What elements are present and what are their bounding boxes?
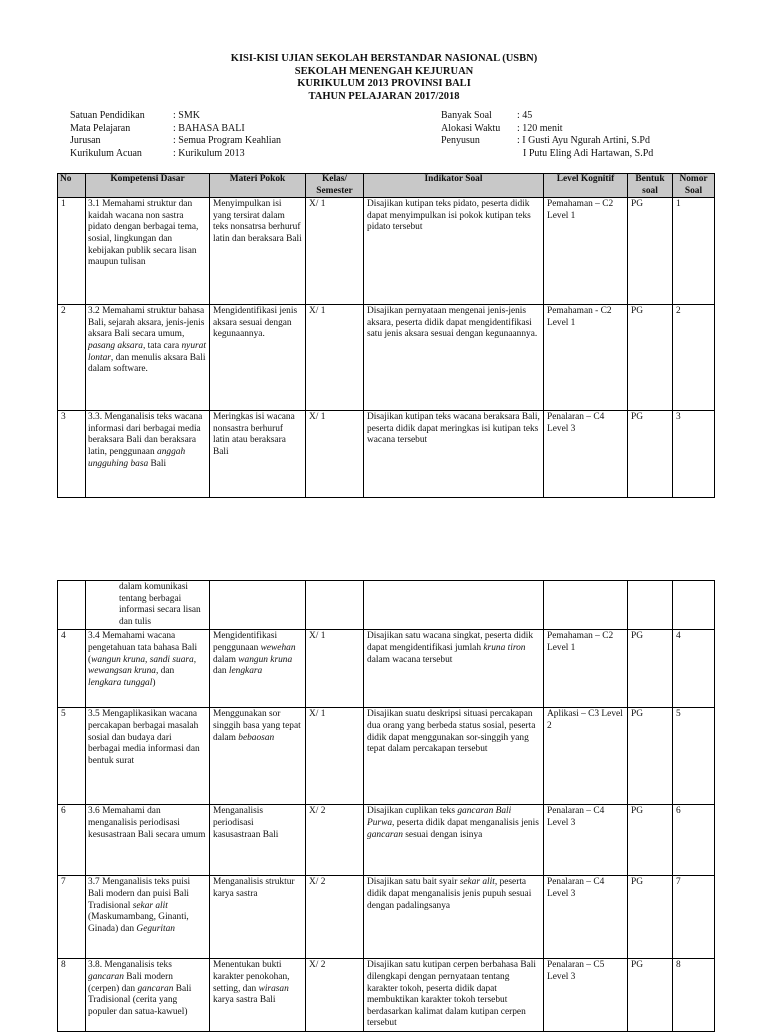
kisi-kisi-table-part-2 xyxy=(57,580,715,1032)
header-bentuk-soal: Bentuk soal xyxy=(628,174,673,198)
kisi-kisi-table-part-1 xyxy=(57,173,715,498)
text-run: (Maskumambang, Ginanti, Ginada) dan xyxy=(88,912,189,934)
cell-level-kognitif: Penalaran – C4 Level 3 xyxy=(544,805,628,876)
meta-label: Mata Pelajaran xyxy=(70,122,131,134)
italic-term: lengkara tunggal xyxy=(88,677,153,688)
cell-kelas-semester: X/ 1 xyxy=(306,708,364,805)
table-row xyxy=(58,708,715,805)
italic-term: bebaosan xyxy=(238,732,275,743)
text-run: Menyimpulkan isi yang tersirat dalam teks nonsatrsa berhuruf latin dan beraksara Bali xyxy=(213,199,302,244)
title-line: KISI-KISI UJIAN SEKOLAH BERSTANDAR NASIONAL (USBN) xyxy=(230,53,538,64)
cell-bentuk-soal: PG xyxy=(628,876,673,959)
cell-bentuk-soal: PG xyxy=(628,959,673,1032)
text-run: Disajikan satu bait syair xyxy=(367,877,460,888)
italic-term: wangun kruna xyxy=(238,654,293,665)
text-run: 3.2 Memahami struktur bahasa Bali, sejarah aksara, jenis-jenis aksara Bali secara umum, xyxy=(88,306,205,340)
table-row xyxy=(58,959,715,1032)
cell-bentuk-soal: PG xyxy=(628,198,673,305)
meta-label: Kurikulum Acuan xyxy=(70,147,142,159)
cell-nomor-soal: 6 xyxy=(673,805,715,876)
cell-kelas-semester: X/ 2 xyxy=(306,959,364,1032)
text-run: dan xyxy=(213,666,229,677)
cell-no: 8 xyxy=(58,959,86,1032)
table-row xyxy=(58,805,715,876)
table-row xyxy=(58,305,715,411)
text-run: , peserta didik dapat menganalisis jenis pupuh sesuai dengan padalingsanya xyxy=(367,877,532,911)
text-run: , peserta didik dapat menganalisis jenis xyxy=(392,817,539,828)
table-row xyxy=(58,198,715,305)
text-run: 3.7 Menganalisis teks puisi Bali modern dan puisi Bali Tradisional xyxy=(88,877,191,911)
italic-term: wewehan xyxy=(260,642,296,653)
cell-indikator-soal xyxy=(364,959,544,1032)
text-run: Mengidentifikasi penggunaan xyxy=(213,631,278,653)
cell-bentuk-soal: PG xyxy=(628,305,673,411)
meta-left xyxy=(70,110,281,160)
text-run: , dan menulis aksara Bali dalam software. xyxy=(88,352,206,375)
italic-term: kruna tiron xyxy=(483,642,526,653)
cell-nomor-soal: 3 xyxy=(673,411,715,498)
cell-indikator-soal xyxy=(364,305,544,411)
text-run: ) xyxy=(152,677,156,688)
cell-indikator-soal xyxy=(364,411,544,498)
text-run: Bali xyxy=(148,458,167,469)
cell-indikator-soal xyxy=(364,198,544,305)
header-indikator-soal: Indikator Soal xyxy=(364,174,544,198)
cell-kelas-semester: X/ 1 xyxy=(306,630,364,708)
cell-materi-pokok xyxy=(210,708,306,805)
text-run: 3.3. Menganalisis teks wacana informasi dari berbagai media beraksara Bali dan beraksara latin, penggunaan xyxy=(88,412,203,457)
cell-indikator-soal xyxy=(364,876,544,959)
header-nomor-soal: Nomor Soal xyxy=(673,174,715,198)
cell-bentuk-soal: PG xyxy=(628,411,673,498)
table-row-continuation xyxy=(58,581,715,630)
cell-no: 3 xyxy=(58,411,86,498)
cell-nomor-soal: 4 xyxy=(673,630,715,708)
italic-term: lengkara xyxy=(228,666,263,677)
italic-term: wangun kruna, sandi suara, wewangsan kruna xyxy=(88,654,197,677)
cell-kelas-semester: X/ 1 xyxy=(306,198,364,305)
cell-bentuk-soal: PG xyxy=(628,805,673,876)
meta-value: I Putu Eling Adi Hartawan, S.Pd xyxy=(523,147,654,159)
table-row xyxy=(58,411,715,498)
cell-indikator-soal xyxy=(364,708,544,805)
text-run: Mengidentifikasi jenis aksara sesuai dengan kegunaannya. xyxy=(213,306,298,340)
meta-label: Alokasi Waktu xyxy=(441,122,501,134)
text-run: Menentukan bukti karakter penokohan, setting, dan xyxy=(213,960,290,994)
cell-level-kognitif: Penalaran – C5 Level 3 xyxy=(544,959,628,1032)
table-header-row xyxy=(58,174,715,198)
cell-materi-pokok xyxy=(210,305,306,411)
cell-no: 6 xyxy=(58,805,86,876)
header-kelas-semester: Kelas/ Semester xyxy=(306,174,364,198)
text-run: Bali Tradisional (cerita yang populer dan satua-kawuel) xyxy=(88,983,192,1017)
text-run: 3.5 Mengaplikasikan wacana percakapan berbagai masalah sosial dan budaya dari berbagai media informasi dan bentuk surat xyxy=(88,709,200,766)
cell-nomor-soal: 8 xyxy=(673,959,715,1032)
meta-value: : SMK xyxy=(173,110,200,121)
italic-term: Geguritan xyxy=(136,923,175,934)
meta-value: : Semua Program Keahlian xyxy=(173,135,282,146)
text-run: 3.4 Memahami wacana pengetahuan tata bahasa Bali ( xyxy=(88,631,198,665)
italic-term: sekar alit xyxy=(132,900,168,911)
text-run: Menganalisis periodisasi kasusastraan Bali xyxy=(213,806,279,840)
text-run: 3.8. Menganalisis teks xyxy=(88,960,172,971)
meta-value: : 45 xyxy=(517,110,533,121)
italic-term: gancaran xyxy=(88,971,124,982)
header-no: No xyxy=(58,174,86,198)
cell-materi-pokok xyxy=(210,411,306,498)
text-run: Disajikan pernyataan mengenai jenis-jenis aksara, peserta didik dapat mengidentifikasi satu jenis aksara sesuai dengan kegunaannya. xyxy=(367,306,538,340)
text-run: , tata cara xyxy=(142,340,182,351)
meta-value: : 120 menit xyxy=(517,122,563,134)
cell-indikator-soal xyxy=(364,805,544,876)
text-run: Disajikan satu wacana singkat, peserta didik dapat mengidentifikasi jumlah xyxy=(367,631,534,653)
text-run: , dan xyxy=(155,666,175,677)
title-line: KURIKULUM 2013 PROVINSI BALI xyxy=(297,78,471,90)
cell-kompetensi-dasar xyxy=(86,305,210,411)
text-run: Menggunakan sor singgih basa yang tepat dalam xyxy=(213,709,301,743)
text-run: Bali modern (cerpen) dan xyxy=(88,971,173,994)
meta-value: : Kurikulum 2013 xyxy=(173,147,245,159)
text-run: Disajikan kutipan teks wacana beraksara Bali, peserta didik dapat meringkas isi kutipan teks wacana tersebut xyxy=(367,412,540,446)
cell-level-kognitif: Pemahaman - C2 Level 1 xyxy=(544,305,628,411)
cell-materi-pokok xyxy=(210,805,306,876)
text-run: Disajikan cuplikan teks xyxy=(367,806,458,817)
cell-nomor-soal: 2 xyxy=(673,305,715,411)
cell-kompetensi-dasar xyxy=(86,411,210,498)
cell-bentuk-soal: PG xyxy=(628,630,673,708)
italic-term: nyurat lontar xyxy=(88,340,206,363)
cell-level-kognitif: Aplikasi – C3 Level 2 xyxy=(544,708,628,805)
cell-kelas-semester: X/ 1 xyxy=(306,411,364,498)
cell-kelas-semester: X/ 2 xyxy=(306,805,364,876)
title-line: SEKOLAH MENENGAH KEJURUAN xyxy=(294,65,474,77)
cell-level-kognitif: Penalaran – C4 Level 3 xyxy=(544,411,628,498)
text-run: 3.6 Memahami dan menganalisis periodisasi kesusastraan Bali secara umum xyxy=(88,806,206,840)
text-run: Disajikan kutipan teks pidato, peserta didik dapat menyimpulkan isi pokok kutipan teks pidato tersebut xyxy=(367,199,531,233)
cell-no: 7 xyxy=(58,876,86,959)
meta-right xyxy=(441,110,653,160)
cell-no: 2 xyxy=(58,305,86,411)
meta-value: : I Gusti Ayu Ngurah Artini, S.Pd xyxy=(517,135,650,146)
text-run: Meringkas isi wacana nonsastra berhuruf latin atau beraksara Bali xyxy=(213,412,295,457)
text-run: Menganalisis struktur karya sastra xyxy=(213,877,295,899)
text-run: Disajikan satu kutipan cerpen berbahasa Bali dilengkapi dengan pernyataan tentang karakter tokoh, peserta didik dapat membuktikan karakter tokoh tersebut berdasarkan kalimat dalam kutipan cerpen tersebut xyxy=(367,960,536,1029)
cell-kompetensi-dasar xyxy=(86,630,210,708)
cell-materi-pokok xyxy=(210,876,306,959)
italic-term: sekar alit xyxy=(459,877,495,888)
cell-kompetensi-dasar xyxy=(86,805,210,876)
meta-label: Jurusan xyxy=(70,135,101,146)
cell-materi-pokok xyxy=(210,198,306,305)
text-run: sesuai dengan isinya xyxy=(402,829,483,840)
cell-no: 1 xyxy=(58,198,86,305)
cell-kelas-semester: X/ 1 xyxy=(306,305,364,411)
cell-level-kognitif: Penalaran – C4 Level 3 xyxy=(544,876,628,959)
table-row xyxy=(58,630,715,708)
italic-term: gancaran Bali Purwa xyxy=(367,806,512,828)
cell-nomor-soal: 5 xyxy=(673,708,715,805)
cell-indikator-soal xyxy=(364,630,544,708)
meta-value: : BAHASA BALI xyxy=(173,122,245,134)
cell-kompetensi-dasar xyxy=(86,708,210,805)
cell-nomor-soal: 7 xyxy=(673,876,715,959)
meta-label: Banyak Soal xyxy=(441,110,492,121)
cell-level-kognitif: Pemahaman – C2 Level 1 xyxy=(544,630,628,708)
cell-level-kognitif: Pemahaman – C2 Level 1 xyxy=(544,198,628,305)
meta-label: Satuan Pendidikan xyxy=(70,110,145,121)
text-run: dalam xyxy=(213,654,239,665)
italic-term: wirasan xyxy=(258,983,289,994)
cell-kompetensi-dasar xyxy=(86,198,210,305)
meta-label: Penyusun xyxy=(441,135,480,146)
italic-term: anggah ungguhing basa xyxy=(88,446,186,469)
italic-term: gancaran xyxy=(137,983,174,994)
cell-no: 5 xyxy=(58,708,86,805)
text-run: Disajikan suatu deskripsi situasi percakapan dua orang yang berbeda status sosial, peserta didik dapat menggunakan sor-singgih yang tepat dalam percakapan tersebut xyxy=(367,709,536,755)
text-run: karya sastra Bali xyxy=(213,995,276,1006)
cell-nomor-soal: 1 xyxy=(673,198,715,305)
header-level-kognitif: Level Kognitif xyxy=(544,174,628,198)
text-run: dalam wacana tersebut xyxy=(367,654,453,665)
cell-materi-pokok xyxy=(210,959,306,1032)
header-kompetensi-dasar: Kompetensi Dasar xyxy=(86,174,210,198)
title-line: TAHUN PELAJARAN 2017/2018 xyxy=(308,90,460,102)
cell-kompetensi-dasar xyxy=(86,876,210,959)
cell-kelas-semester: X/ 2 xyxy=(306,876,364,959)
document-title xyxy=(0,53,768,103)
cell-bentuk-soal: PG xyxy=(628,708,673,805)
italic-term: gancaran xyxy=(367,829,403,840)
cell-no: 4 xyxy=(58,630,86,708)
kd-continuation: dalam komunikasi tentang berbagai informasi secara lisan dan tulis xyxy=(86,581,210,630)
italic-term: pasang aksara xyxy=(88,340,143,351)
cell-kompetensi-dasar xyxy=(86,959,210,1032)
text-run: 3.1 Memahami struktur dan kaidah wacana non sastra pidato dengan berbagai tema, sosial, lingkungan dan kebijakan publik secara lisan maupun tulisan xyxy=(88,199,199,268)
table-row xyxy=(58,876,715,959)
cell-materi-pokok xyxy=(210,630,306,708)
header-materi-pokok: Materi Pokok xyxy=(210,174,306,198)
